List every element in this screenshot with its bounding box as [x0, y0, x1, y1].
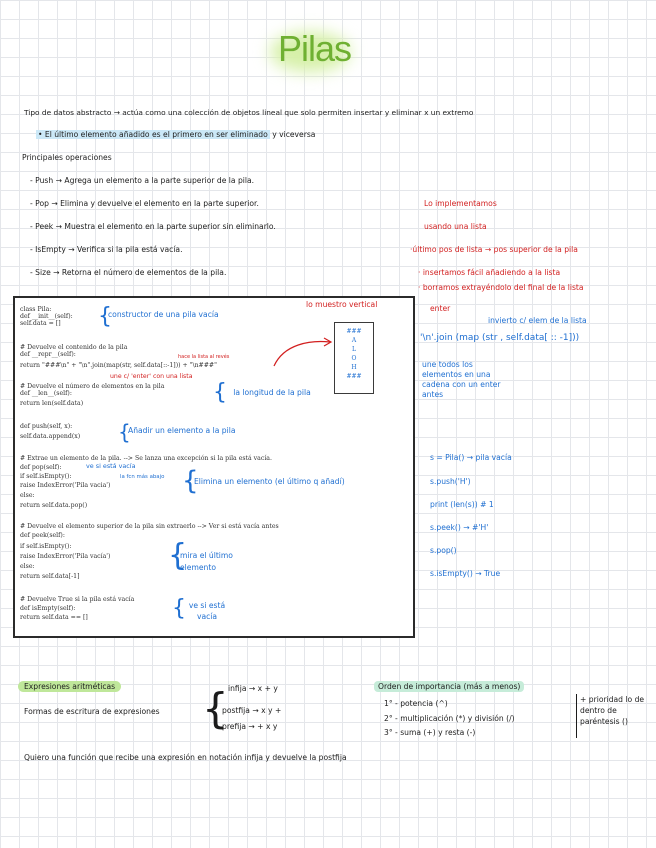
stack-item: A [351, 337, 357, 344]
example-line: s = Pila() → pila vacía [430, 453, 512, 462]
impl-line-5: · borramos extrayéndolo del final de la lista [418, 283, 584, 292]
order-heading-label: Orden de importancia (más a menos) [374, 681, 524, 692]
lifo-text [36, 130, 315, 139]
stack-item: O [351, 355, 357, 362]
stack-item: L [352, 346, 356, 353]
code-line: # Devuelve el número de elementos en la pila [20, 383, 165, 390]
code-line: # Devuelve el contenido de la pila [20, 344, 128, 351]
form-postfix: postfija → x y + [222, 706, 282, 715]
impl-line-2: usando una lista [424, 222, 487, 231]
code-line: # Extrae un elemento de la pila. --> Se lanza una excepción si la pila está vacía. [20, 455, 272, 462]
example-line: s.pop() [430, 546, 457, 555]
note-peek: mira el último elemento [180, 551, 233, 572]
code-line: return self.data.pop() [20, 502, 88, 509]
code-line: if self.isEmpty(): [20, 473, 72, 480]
example-line: s.push('H') [430, 477, 471, 486]
brace-len: { [213, 380, 227, 405]
order-heading [374, 682, 524, 691]
stack-item: ### [346, 328, 362, 335]
code-line: return self.data == [] [20, 614, 88, 621]
op-isempty: - IsEmpty → Verifica si la pila está vacía. [30, 245, 183, 254]
op-peek: - Peek → Muestra el elemento en la parte superior sin eliminarlo. [30, 222, 276, 231]
impl-line-3: ·último pos de lista → pos superior de la pila [410, 245, 578, 254]
code-line: def __init__(self): [20, 313, 73, 320]
order-item: 1° - potencia (^) [384, 699, 448, 708]
code-line: else: [20, 492, 35, 499]
note-push: Añadir un elemento a la pila [128, 426, 236, 435]
code-line: self.data.append(x) [20, 433, 81, 440]
code-line: # Devuelve el elemento superior de la pila sin extraerlo --> Ver si está vacía antes [20, 523, 279, 530]
join-expression: '\n'.join (map (str , self.data[ :: -1])) [420, 333, 580, 343]
example-line: print (len(s)) # 1 [430, 500, 494, 509]
code-line: def peek(self): [20, 532, 65, 539]
code-line: def pop(self): [20, 464, 62, 471]
closing-text: Quiero una función que recibe una expresión en notación infija y devuelve la postfija [24, 753, 347, 762]
brace-peek: { [168, 538, 188, 573]
brace-isempty: { [172, 596, 186, 621]
operations-heading: Principales operaciones [22, 153, 112, 162]
code-line: raise IndexError('Pila vacía') [20, 553, 111, 560]
order-divider [576, 694, 577, 738]
definition-text: Tipo de datos abstracto → actúa como una colección de objetos lineal que solo permiten insertar y eliminar x un extremo [24, 108, 474, 117]
form-infix: infija → x + y [228, 684, 278, 693]
note-enter: enter [430, 304, 451, 313]
code-line: def __len__(self): [20, 390, 72, 397]
note-repr-join: une c/ 'enter' con una lista [110, 373, 193, 380]
code-line: if self.isEmpty(): [20, 543, 72, 550]
priority-note: + prioridad lo de dentro de paréntesis () [580, 695, 645, 726]
code-line: # Devuelve True si la pila está vacía [20, 596, 135, 603]
note-isempty: ve si está vacía [188, 601, 226, 621]
code-line: def push(self, x): [20, 423, 73, 430]
brace-forms: { [202, 684, 229, 733]
note-pop-empty: ve si está vacía [86, 462, 136, 470]
code-line: self.data = [] [20, 320, 61, 327]
code-line: return "###\n" + "\n".join(map(str, self.data[::-1])) + "\n###" [20, 362, 217, 369]
note-len: la longitud de la pila [233, 388, 311, 397]
code-line: def isEmpty(self): [20, 605, 76, 612]
code-line: else: [20, 563, 35, 570]
op-size: - Size → Retorna el número de elementos de la pila. [30, 268, 227, 277]
code-line: raise IndexError('Pila vacia') [20, 482, 111, 489]
note-repr-reverse: hace la lista al revés [178, 354, 230, 360]
forms-label: Formas de escritura de expresiones [24, 707, 160, 716]
arrow-to-stack [270, 336, 334, 370]
op-pop: - Pop → Elimina y devuelve el elemento en la parte superior. [30, 199, 259, 208]
note-shown-vertical: lo muestro vertical [306, 300, 378, 309]
note-invert: invierto c/ elem de la lista [488, 316, 587, 325]
example-line: s.peek() → #'H' [430, 523, 489, 532]
order-item: 2° - multiplicación (*) y división (/) [384, 714, 515, 723]
impl-line-4: · insertamos fácil añadiendo a la lista [418, 268, 561, 277]
code-line: def __repr__(self): [20, 351, 76, 358]
lifo-highlight: • El último elemento añadido es el primero en ser eliminado [38, 130, 268, 139]
lifo-suffix: y viceversa [272, 130, 316, 139]
code-line: class Pila: [20, 306, 52, 313]
op-push: - Push → Agrega un elemento a la parte superior de la pila. [30, 176, 255, 185]
page-title: Pilas [278, 28, 352, 69]
expressions-heading [18, 682, 121, 691]
brace-pop: { [182, 466, 199, 496]
join-explanation: une todos los elementos en una cadena con un enter antes [422, 360, 501, 399]
form-prefix: prefija → + x y [222, 722, 278, 731]
stack-item: ### [346, 373, 362, 380]
note-pop-below: la fcn más abajo [120, 474, 165, 480]
expressions-heading-label: Expresiones aritméticas [18, 681, 121, 692]
code-line: return len(self.data) [20, 400, 84, 407]
brace-push: { [118, 420, 131, 444]
note-pop: Elimina un elemento (el último q añadí) [194, 477, 345, 486]
brace-constructor: { [98, 304, 112, 329]
impl-line-1: Lo implementamos [424, 199, 497, 208]
code-line: return self.data[-1] [20, 573, 80, 580]
note-constructor: constructor de una pila vacía [108, 310, 219, 319]
order-item: 3° - suma (+) y resta (-) [384, 728, 476, 737]
stack-item: H [351, 364, 357, 371]
example-line: s.isEmpty() → True [430, 569, 501, 578]
stack-visual [334, 322, 374, 394]
